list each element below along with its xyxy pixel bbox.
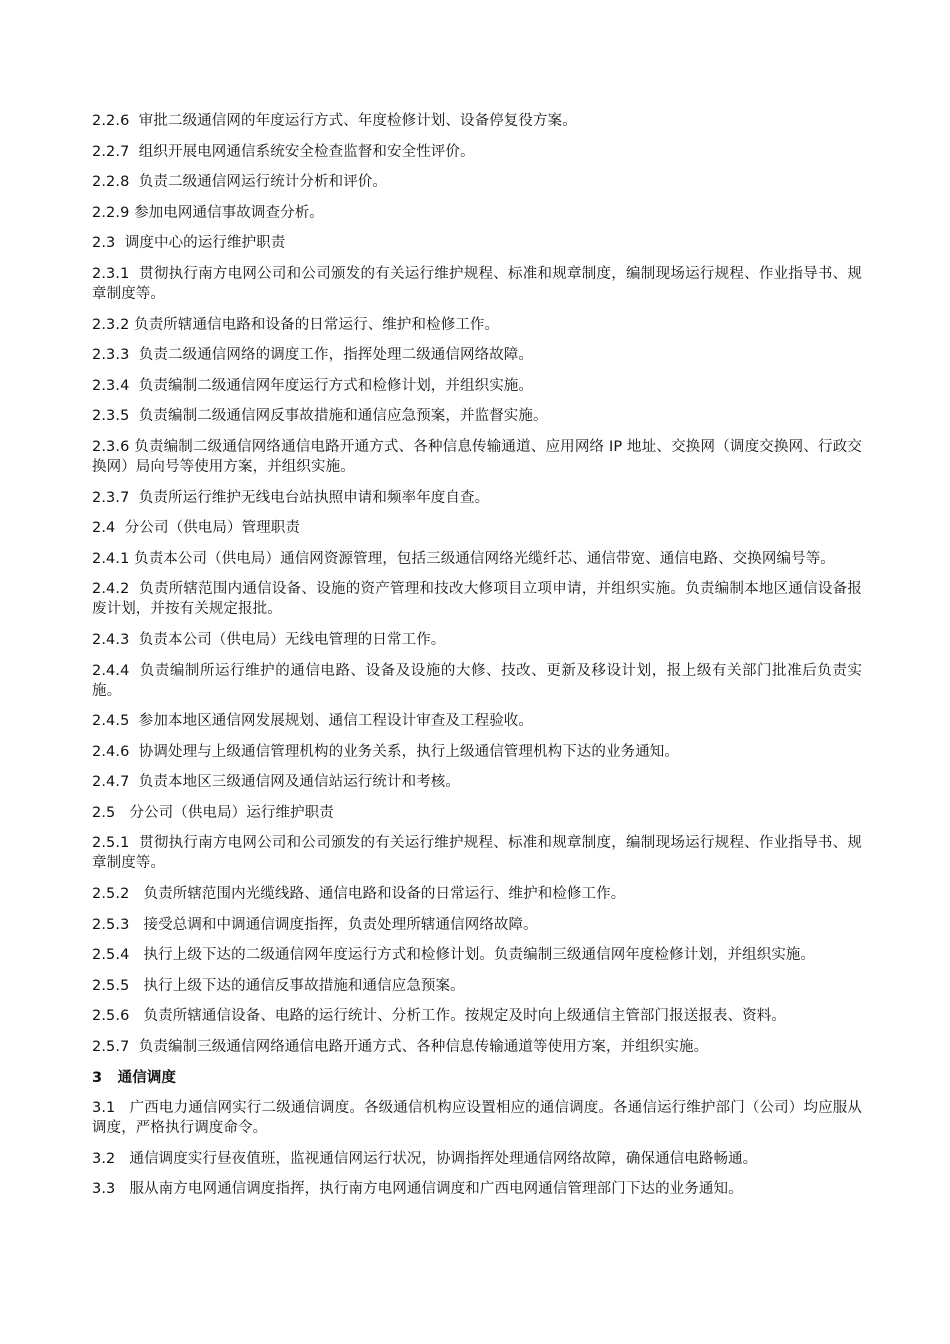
clause-paragraph: 2.5 分公司（供电局）运行维护职责 (92, 804, 334, 821)
clause-paragraph: 2.5.1 贯彻执行南方电网公司和公司颁发的有关运行维护规程、标准和规章制度，编制现场运行规程、作业指导书、规章制度等。 (92, 835, 862, 872)
clause-paragraph: 2.4 分公司（供电局）管理职责 (92, 520, 300, 537)
clause-paragraph: 2.3.2 负责所辖通信电路和设备的日常运行、维护和检修工作。 (92, 316, 500, 333)
clause-paragraph: 2.3.7 负责所运行维护无线电台站执照申请和频率年度自查。 (92, 489, 490, 506)
clause-paragraph: 3.2 通信调度实行昼夜值班，监视通信网运行状况，协调指挥处理通信网络故障，确保通信电路畅通。 (92, 1150, 758, 1167)
clause-paragraph: 2.4.6 协调处理与上级通信管理机构的业务关系，执行上级通信管理机构下达的业务通知。 (92, 743, 680, 760)
clause-paragraph: 2.3.5 负责编制二级通信网反事故措施和通信应急预案，并监督实施。 (92, 408, 548, 425)
clause-paragraph: 2.5.7 负责编制三级通信网络通信电路开通方式、各种信息传输通道等使用方案，并组织实施。 (92, 1039, 709, 1056)
clause-paragraph: 2.2.9 参加电网通信事故调查分析。 (92, 204, 324, 221)
clause-paragraph: 2.3.3 负责二级通信网络的调度工作，指挥处理二级通信网络故障。 (92, 347, 534, 364)
clause-paragraph: 3.1 广西电力通信网实行二级通信调度。各级通信机构应设置相应的通信调度。各通信运行维护部门（公司）均应服从调度，严格执行调度命令。 (92, 1100, 862, 1137)
clause-paragraph: 2.5.6 负责所辖通信设备、电路的运行统计、分析工作。按规定及时向上级通信主管部门报送报表、资料。 (92, 1008, 786, 1025)
clause-paragraph: 2.5.4 执行上级下达的二级通信网年度运行方式和检修计划。负责编制三级通信网年度检修计划，并组织实施。 (92, 947, 816, 964)
document-body (92, 111, 862, 1210)
clause-paragraph: 2.3 调度中心的运行维护职责 (92, 235, 286, 252)
clause-paragraph: 2.4.7 负责本地区三级通信网及通信站运行统计和考核。 (92, 774, 461, 791)
clause-paragraph: 2.5.3 接受总调和中调通信调度指挥，负责处理所辖通信网络故障。 (92, 916, 538, 933)
clause-paragraph: 2.4.1 负责本公司（供电局）通信网资源管理，包括三级通信网络光缆纤芯、通信带宽、通信电路、交换网编号等。 (92, 550, 835, 567)
clause-paragraph: 2.4.3 负责本公司（供电局）无线电管理的日常工作。 (92, 631, 446, 648)
clause-paragraph: 2.3.1 贯彻执行南方电网公司和公司颁发的有关运行维护规程、标准和规章制度，编制现场运行规程、作业指导书、规章制度等。 (92, 265, 862, 302)
clause-paragraph: 2.5.2 负责所辖范围内光缆线路、通信电路和设备的日常运行、维护和检修工作。 (92, 886, 626, 903)
clause-paragraph: 2.4.5 参加本地区通信网发展规划、通信工程设计审查及工程验收。 (92, 713, 534, 730)
section-heading: 3 通信调度 (92, 1069, 177, 1086)
clause-paragraph: 3.3 服从南方电网通信调度指挥，执行南方电网通信调度和广西电网通信管理部门下达的业务通知。 (92, 1181, 743, 1198)
clause-paragraph: 2.2.7 组织开展电网通信系统安全检查监督和安全性评价。 (92, 143, 475, 160)
clause-paragraph: 2.5.5 执行上级下达的通信反事故措施和通信应急预案。 (92, 977, 465, 994)
clause-paragraph: 2.4.4 负责编制所运行维护的通信电路、设备及设施的大修、技改、更新及移设计划，报上级有关部门批准后负责实施。 (92, 662, 862, 699)
clause-paragraph: 2.3.4 负责编制二级通信网年度运行方式和检修计划，并组织实施。 (92, 377, 534, 394)
clause-paragraph: 2.4.2 负责所辖范围内通信设备、设施的资产管理和技改大修项目立项申请，并组织实施。负责编制本地区通信设备报废计划，并按有关规定报批。 (92, 581, 862, 618)
clause-paragraph: 2.2.8 负责二级通信网运行统计分析和评价。 (92, 174, 388, 191)
clause-paragraph: 2.3.6 负责编制二级通信网络通信电路开通方式、各种信息传输通道、应用网络 IP 地址、交换网（调度交换网、行政交换网）局向号等使用方案，并组织实施。 (92, 438, 862, 475)
clause-paragraph: 2.2.6 审批二级通信网的年度运行方式、年度检修计划、设备停复役方案。 (92, 113, 577, 129)
